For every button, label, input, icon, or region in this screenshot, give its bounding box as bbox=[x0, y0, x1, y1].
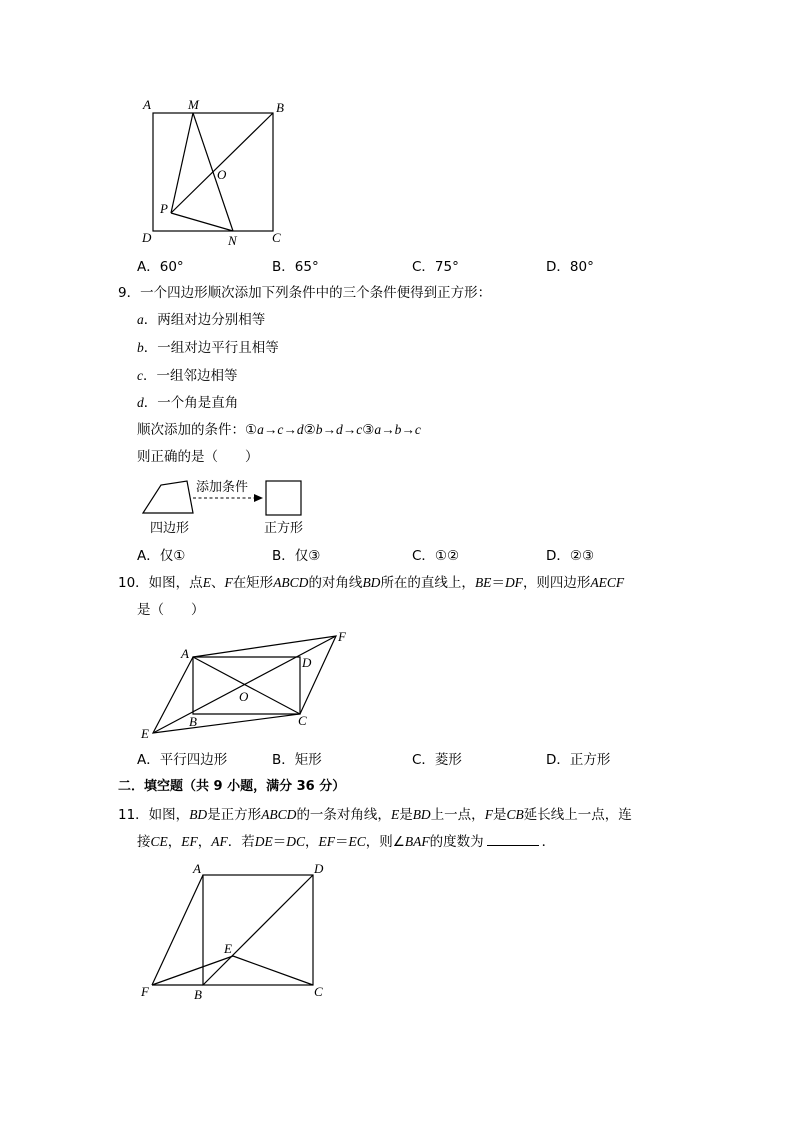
label-O: O bbox=[239, 689, 249, 704]
q10-option-b: B．矩形 bbox=[272, 752, 322, 768]
q9-condition-c: c．一组邻边相等 bbox=[137, 368, 238, 384]
label-P: P bbox=[160, 201, 168, 216]
label-E: E bbox=[141, 726, 149, 741]
segment-ef bbox=[152, 956, 233, 985]
caption-quadrilateral: 四边形 bbox=[150, 521, 190, 536]
label-E: E bbox=[224, 941, 232, 956]
q10-option-a: A．平行四边形 bbox=[137, 752, 228, 768]
segment-ec bbox=[233, 956, 313, 985]
section-title-fill-in: 二．填空题（共 9 小题，满分 36 分） bbox=[118, 779, 346, 794]
q9-condition-b: b．一组对边平行且相等 bbox=[137, 340, 279, 356]
q8-option-d: D．80° bbox=[546, 259, 594, 275]
segment-af bbox=[152, 875, 203, 985]
label-B: B bbox=[276, 100, 284, 115]
q9-option-a: A．仅① bbox=[137, 548, 186, 564]
q9-option-c: C．①② bbox=[412, 548, 460, 564]
label-O: O bbox=[217, 167, 227, 182]
arrow-label: 添加条件 bbox=[196, 480, 249, 495]
q11-stem-line2: 接CE，EF，AF．若DE＝DC，EF＝EC，则∠BAF的度数为 ． bbox=[137, 834, 556, 850]
q9-option-b: B．仅③ bbox=[272, 548, 321, 564]
q9-sequences: 顺次添加的条件：①a→c→d②b→d→c③a→b→c bbox=[137, 422, 421, 438]
label-M: M bbox=[188, 97, 199, 112]
label-F: F bbox=[338, 629, 346, 644]
q10-option-d: D．正方形 bbox=[546, 752, 611, 768]
label-N: N bbox=[228, 233, 237, 248]
q10-option-c: C．菱形 bbox=[412, 752, 462, 768]
label-A: A bbox=[143, 97, 151, 112]
q10-stem-line2: 是（ ） bbox=[137, 602, 205, 618]
label-C: C bbox=[272, 230, 281, 245]
label-F: F bbox=[141, 984, 149, 999]
q9-question: 则正确的是（ ） bbox=[137, 449, 259, 465]
q8-option-a: A．60° bbox=[137, 259, 184, 275]
label-A: A bbox=[193, 861, 201, 876]
label-C: C bbox=[298, 713, 307, 728]
q8-option-b: B．65° bbox=[272, 259, 319, 275]
q9-condition-d: d．一个角是直角 bbox=[137, 395, 239, 411]
q11-stem-line1: 11．如图，BD是正方形ABCD的一条对角线，E是BD上一点，F是CB延长线上一点，连 bbox=[118, 807, 632, 823]
q9-option-d: D．②③ bbox=[546, 548, 595, 564]
label-B: B bbox=[189, 714, 197, 729]
caption-square: 正方形 bbox=[264, 521, 304, 536]
q9-condition-a: a．两组对边分别相等 bbox=[137, 312, 266, 328]
q9-stem: 9．一个四边形顺次添加下列条件中的三个条件便得到正方形： bbox=[118, 285, 492, 301]
q8-option-c: C．75° bbox=[412, 259, 459, 275]
label-B: B bbox=[194, 987, 202, 1002]
q10-stem: 10．如图，点E、F在矩形ABCD的对角线BD所在的直线上，BE＝DF，则四边形AECF bbox=[118, 575, 625, 591]
label-A: A bbox=[181, 646, 189, 661]
label-D: D bbox=[302, 655, 312, 670]
label-D: D bbox=[142, 230, 152, 245]
label-C: C bbox=[314, 984, 323, 999]
diagonal-bd bbox=[203, 875, 313, 985]
label-D: D bbox=[314, 861, 324, 876]
